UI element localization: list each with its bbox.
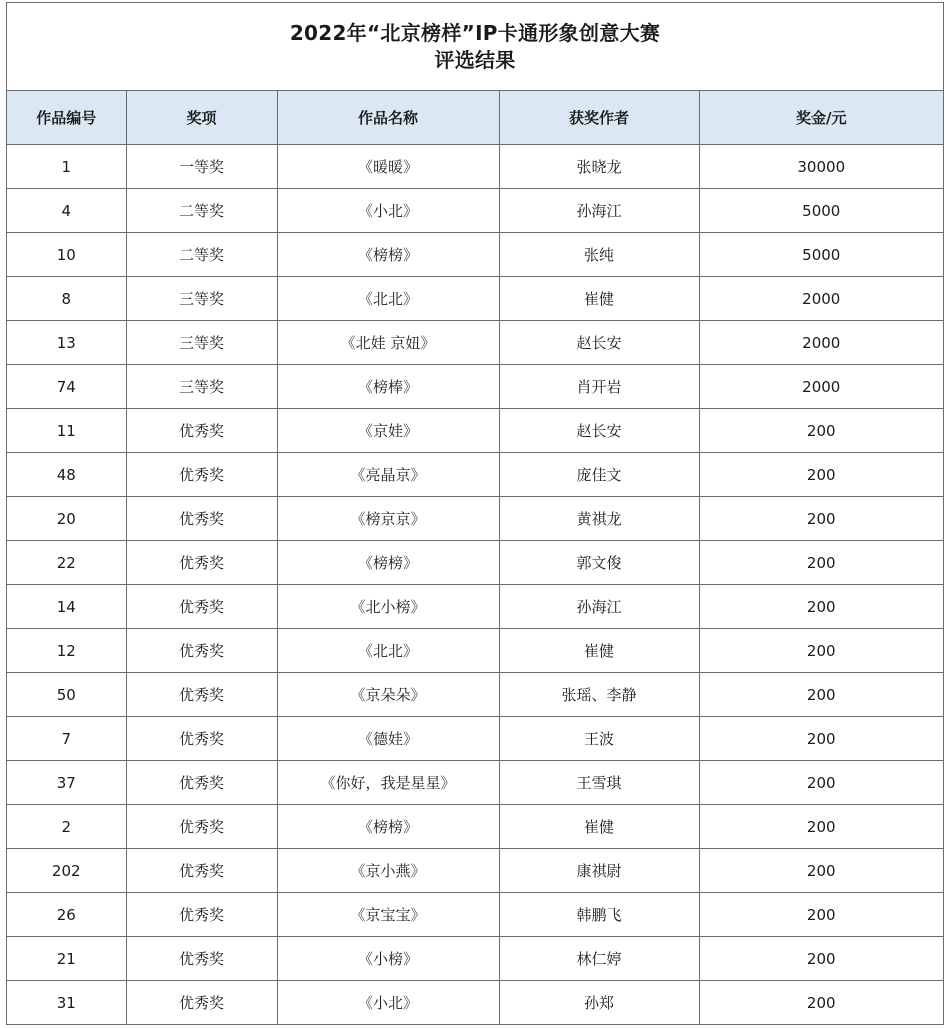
- table-row: [7, 937, 943, 981]
- cell-work-title: 《京小燕》: [277, 849, 499, 893]
- cell-award: 三等奖: [126, 277, 277, 321]
- cell-work-title: 《榜榜》: [277, 805, 499, 849]
- cell-prize-money: 2000: [699, 365, 943, 409]
- cell-award: 三等奖: [126, 321, 277, 365]
- title-block: [7, 3, 943, 91]
- cell-award: 优秀奖: [126, 937, 277, 981]
- cell-award: 优秀奖: [126, 717, 277, 761]
- cell-prize-money: 200: [699, 937, 943, 981]
- table-row: [7, 453, 943, 497]
- cell-author: 孙海江: [499, 585, 699, 629]
- cell-work-number: 13: [7, 321, 126, 365]
- cell-award: 优秀奖: [126, 849, 277, 893]
- cell-work-title: 《小北》: [277, 189, 499, 233]
- table-row: [7, 365, 943, 409]
- table-row: [7, 497, 943, 541]
- cell-prize-money: 2000: [699, 277, 943, 321]
- cell-work-number: 21: [7, 937, 126, 981]
- cell-work-title: 《北北》: [277, 277, 499, 321]
- cell-author: 林仁婷: [499, 937, 699, 981]
- cell-prize-money: 5000: [699, 189, 943, 233]
- cell-author: 王波: [499, 717, 699, 761]
- table-row: [7, 321, 943, 365]
- cell-work-number: 2: [7, 805, 126, 849]
- cell-work-number: 31: [7, 981, 126, 1025]
- cell-author: 张纯: [499, 233, 699, 277]
- cell-author: 庞佳文: [499, 453, 699, 497]
- cell-prize-money: 200: [699, 585, 943, 629]
- table-row: [7, 409, 943, 453]
- cell-author: 康祺尉: [499, 849, 699, 893]
- cell-award: 一等奖: [126, 145, 277, 189]
- table-row: [7, 541, 943, 585]
- cell-prize-money: 200: [699, 893, 943, 937]
- cell-prize-money: 200: [806, 993, 836, 1012]
- table-row: [7, 629, 943, 673]
- cell-work-number: 14: [7, 585, 126, 629]
- cell-work-title: 《北北》: [277, 629, 499, 673]
- cell-work-title: 《榜棒》: [277, 365, 499, 409]
- cell-work-number: 11: [7, 409, 126, 453]
- page-subtitle: 评选结果: [434, 47, 516, 72]
- cell-work-title: 《北小榜》: [277, 585, 499, 629]
- cell-work-number: 202: [7, 849, 126, 893]
- cell-work-title: 《京宝宝》: [277, 893, 499, 937]
- cell-author: 崔健: [499, 277, 699, 321]
- cell-prize-money: 200: [699, 453, 943, 497]
- cell-award: 二等奖: [126, 233, 277, 277]
- cell-prize-money: 200: [699, 541, 943, 585]
- cell-work-title: 《小榜》: [277, 937, 499, 981]
- cell-work-number: 50: [7, 673, 126, 717]
- cell-award: 优秀奖: [126, 541, 277, 585]
- table-row: [7, 145, 943, 189]
- cell-work-title: 《京娃》: [277, 409, 499, 453]
- cell-work-title: 《你好，我是星星》: [277, 761, 499, 805]
- table-row: [7, 849, 943, 893]
- cell-prize-money: 200: [699, 717, 943, 761]
- cell-prize-money: 30000: [699, 145, 943, 189]
- cell-award: 优秀奖: [126, 409, 277, 453]
- cell-work-number: 10: [7, 233, 126, 277]
- cell-work-number: 26: [7, 893, 126, 937]
- table-row: [7, 189, 943, 233]
- cell-author: 孙海江: [499, 189, 699, 233]
- cell-author: 赵长安: [499, 409, 699, 453]
- cell-award: 优秀奖: [126, 497, 277, 541]
- cell-work-title: 《京朵朵》: [277, 673, 499, 717]
- table-row: [7, 673, 943, 717]
- cell-prize-money: 200: [699, 629, 943, 673]
- cell-award: 优秀奖: [126, 981, 277, 1025]
- cell-work-number: 37: [7, 761, 126, 805]
- cell-author: 王雪琪: [499, 761, 699, 805]
- cell-work-number: 7: [7, 717, 126, 761]
- cell-author: 肖开岩: [499, 365, 699, 409]
- results-table: [7, 91, 943, 1024]
- cell-work-number: 74: [7, 365, 126, 409]
- header-prize-money: 奖金/元: [699, 91, 943, 145]
- cell-work-title: 《北娃 京妞》: [277, 321, 499, 365]
- cell-award: 优秀奖: [126, 673, 277, 717]
- cell-work-number: 8: [7, 277, 126, 321]
- cell-work-title: 《榜榜》: [277, 541, 499, 585]
- cell-author: 张晓龙: [499, 145, 699, 189]
- cell-author: 韩鹏飞: [499, 893, 699, 937]
- cell-work-title: 《德娃》: [277, 717, 499, 761]
- header-author: 获奖作者: [499, 91, 699, 145]
- cell-author: 崔健: [499, 629, 699, 673]
- table-row: [7, 585, 943, 629]
- cell-prize-money: 2000: [699, 321, 943, 365]
- cell-author: 崔健: [499, 805, 699, 849]
- cell-prize-money: 200: [699, 673, 943, 717]
- cell-author: 孙郑: [499, 981, 699, 1025]
- header-work-number: 作品编号: [7, 91, 126, 145]
- page-title: 2022年“北京榜样”IP卡通形象创意大赛: [289, 20, 661, 45]
- cell-work-number: 20: [7, 497, 126, 541]
- cell-award: 优秀奖: [126, 893, 277, 937]
- cell-prize-money: 200: [699, 409, 943, 453]
- cell-work-title: 《亮晶京》: [277, 453, 499, 497]
- cell-prize-money: 200: [699, 761, 943, 805]
- cell-prize-money: 200: [699, 497, 943, 541]
- cell-award: 优秀奖: [126, 585, 277, 629]
- table-row: [7, 893, 943, 937]
- cell-work-title: 《榜榜》: [277, 233, 499, 277]
- cell-work-number: 22: [7, 541, 126, 585]
- cell-work-title: 《小北》: [277, 981, 499, 1025]
- cell-work-title: 《榜京京》: [277, 497, 499, 541]
- table-body: [7, 145, 943, 1025]
- cell-award: 三等奖: [126, 365, 277, 409]
- table-row: [7, 805, 943, 849]
- cell-prize-money: 200: [699, 849, 943, 893]
- table-row: [7, 981, 943, 1025]
- cell-award: 优秀奖: [126, 453, 277, 497]
- cell-prize-money: 200: [699, 805, 943, 849]
- cell-author: 郭文俊: [499, 541, 699, 585]
- cell-work-number: 4: [7, 189, 126, 233]
- table-row: [7, 277, 943, 321]
- header-award: 奖项: [126, 91, 277, 145]
- cell-award: 优秀奖: [126, 629, 277, 673]
- cell-work-number: 1: [7, 145, 126, 189]
- cell-prize-money: 5000: [699, 233, 943, 277]
- results-sheet: [6, 2, 944, 1025]
- cell-award: 优秀奖: [126, 761, 277, 805]
- cell-work-title: 《暖暖》: [277, 145, 499, 189]
- cell-award: 优秀奖: [126, 805, 277, 849]
- table-row: [7, 761, 943, 805]
- table-row: [7, 233, 943, 277]
- cell-author: 赵长安: [499, 321, 699, 365]
- header-work-title: 作品名称: [277, 91, 499, 145]
- cell-author: 张瑶、李静: [499, 673, 699, 717]
- cell-work-number: 48: [7, 453, 126, 497]
- table-row: [7, 717, 943, 761]
- cell-award: 二等奖: [126, 189, 277, 233]
- table-header-row: [7, 91, 943, 145]
- cell-author: 黄祺龙: [499, 497, 699, 541]
- cell-work-number: 12: [7, 629, 126, 673]
